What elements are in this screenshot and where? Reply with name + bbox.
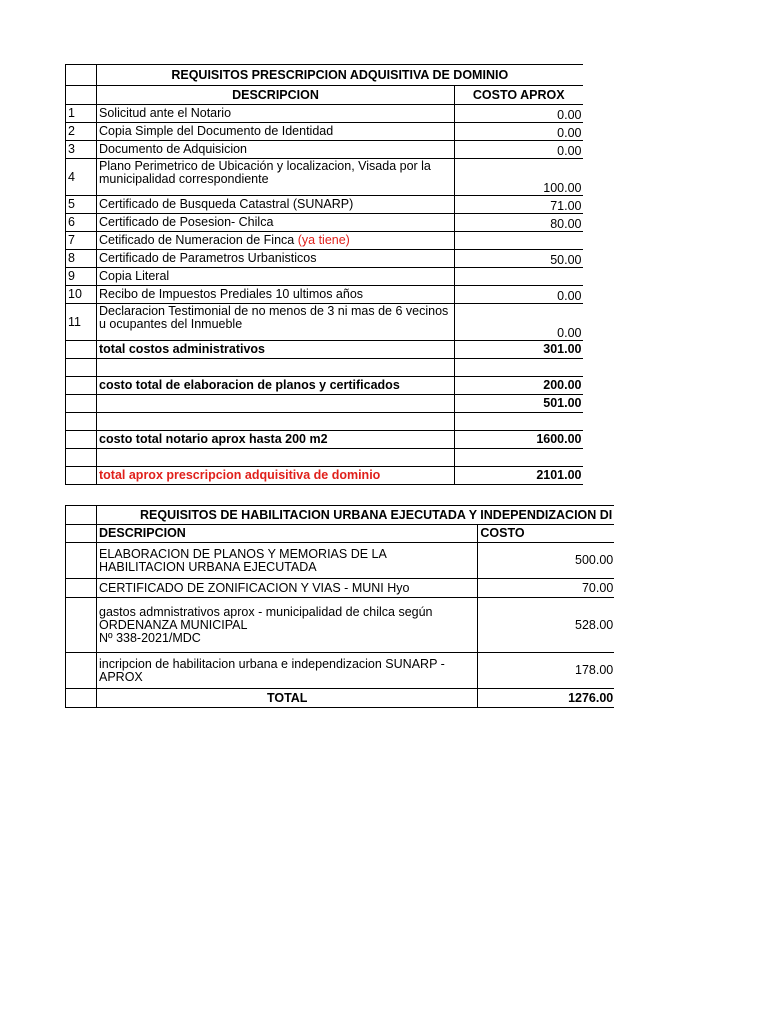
table1-header-description: DESCRIPCION: [97, 86, 455, 105]
table1-title: REQUISITOS PRESCRIPCION ADQUISITIVA DE DOMINIO: [97, 65, 583, 86]
ya-tiene-note: (ya tiene): [297, 233, 350, 247]
notario-value: 1600.00: [455, 431, 583, 449]
table2-total-label: TOTAL: [97, 689, 478, 708]
grand-total-label: total aprox prescripcion adquisitiva de dominio: [97, 467, 455, 485]
table1-header-cost: COSTO APROX: [455, 86, 583, 105]
grand-total-value: 2101.00: [455, 467, 583, 485]
table-row: 9 Copia Literal: [66, 268, 583, 286]
table-row: 5 Certificado de Busqueda Catastral (SUNARP) 71.00: [66, 196, 583, 214]
table-row: 7 Cetificado de Numeracion de Finca (ya tiene): [66, 232, 583, 250]
table-row: gastos admnistrativos aprox - municipalidad de chilca según ORDENANZA MUNICIPAL Nº 338-2021/MDC 528.00: [66, 598, 615, 653]
table-row: 4 Plano Perimetrico de Ubicación y localizacion, Visada por la municipalidad correspondiente 100.00: [66, 159, 583, 196]
table2-title: REQUISITOS DE HABILITACION URBANA EJECUTADA Y INDEPENDIZACION DI: [97, 506, 615, 525]
table-row: incripcion de habilitacion urbana e independizacion SUNARP - APROX 178.00: [66, 653, 615, 689]
subtotal-value: 501.00: [455, 395, 583, 413]
table-row: 1 Solicitud ante el Notario 0.00: [66, 105, 583, 123]
table-row: 2 Copia Simple del Documento de Identidad 0.00: [66, 123, 583, 141]
notario-label: costo total notario aprox hasta 200 m2: [97, 431, 455, 449]
table-row: 3 Documento de Adquisicion 0.00: [66, 141, 583, 159]
table-row: ELABORACION DE PLANOS Y MEMORIAS DE LA HABILITACION URBANA EJECUTADA 500.00: [66, 543, 615, 579]
table2-header-cost: COSTO: [478, 525, 614, 543]
table2-header-description: DESCRIPCION: [97, 525, 478, 543]
table2-total-value: 1276.00: [478, 689, 614, 708]
planos-value: 200.00: [455, 377, 583, 395]
table-row: 6 Certificado de Posesion- Chilca 80.00: [66, 214, 583, 232]
total-admin-label: total costos administrativos: [97, 341, 455, 359]
table-row: 11 Declaracion Testimonial de no menos de 3 ni mas de 6 vecinos u ocupantes del Inmueble 0.00: [66, 304, 583, 341]
habilitacion-table: [65, 505, 614, 708]
total-admin-value: 301.00: [455, 341, 583, 359]
prescripcion-table: [65, 64, 583, 485]
table-row: 10 Recibo de Impuestos Prediales 10 ultimos años 0.00: [66, 286, 583, 304]
table-row: 8 Certificado de Parametros Urbanisticos 50.00: [66, 250, 583, 268]
planos-label: costo total de elaboracion de planos y certificados: [97, 377, 455, 395]
table-row: CERTIFICADO DE ZONIFICACION Y VIAS - MUNI Hyo 70.00: [66, 579, 615, 598]
